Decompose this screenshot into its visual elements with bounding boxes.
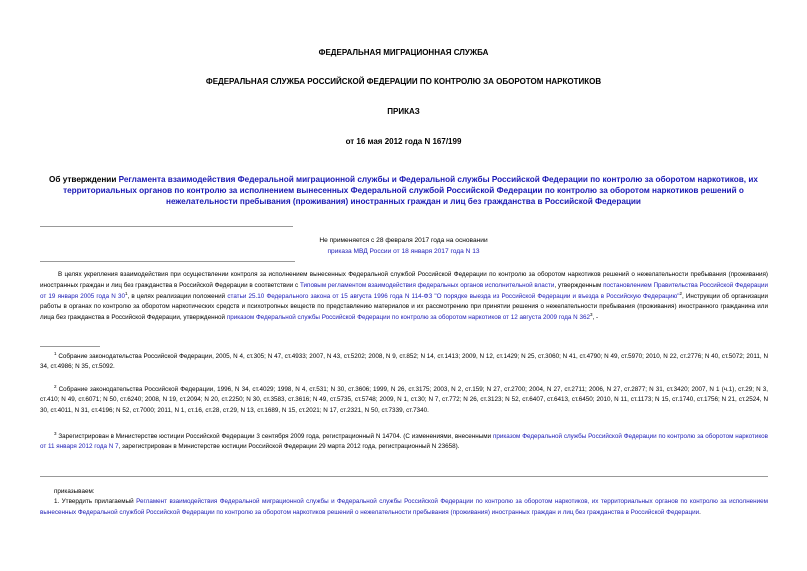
government-decree-link[interactable]: постановлением Правительства Российской Федерации от 19 января 2005 года N 30 xyxy=(40,281,768,300)
notice-text: Не применяется с 28 февраля 2017 года на основании xyxy=(319,237,488,244)
order-item-1 xyxy=(40,497,768,519)
footnote-1: $^1$ Собрание законодательства Российской Федерации, 2005, N 4, ст.305; N 47, ст.4933; 2007, N 43, ст.5202; 2008, N 9, ст.852; N 14, ст.1413; 2009, N 12, ст.1429; N 25, ст.3060; N 41, ст.4790; N 49, ст.5970; 2010, N 22, ст.2776; N 40, ст.5072; 2011, N 34, ст.4986; N 35, ст.5092. xyxy=(40,350,769,371)
fskn-order-7-link[interactable]: приказом Федеральной службы Российской Федерации по контролю за оборотом наркотиков от 11 января 2012 года N 7 xyxy=(40,433,769,451)
footnote-1-text: Собрание законодательства Российской Федерации, 2005, N 4, ст.305; N 47, ст.4933; 2007, N 43, ст.5202; 2008, N 9, ст.852; N 14, ст.1413; 2009, N 12, ст.1429; N 25, ст.3060; N 41, ст.4790; N 49, ст.5970; 2010, N 22, ст.2776; N 40, ст.5072; 2011, N 34, ст.4986; N 35, ст.5092. xyxy=(40,353,769,371)
preamble-text-5: , - xyxy=(592,314,599,322)
document-type: ПРИКАЗ xyxy=(387,107,420,116)
footnote-3-text-1: Зарегистрирован в Министерстве юстиции Российской Федерации 3 сентября 2009 года, регистрационный N 14704. (С изменениями, внесенными xyxy=(58,433,493,440)
document-date-number: от 16 мая 2012 года N 167/199 xyxy=(345,137,462,146)
footnote-3-text-2: , зарегистрирован в Министерстве юстиции Российской Федерации 29 марта 2012 года, регистрационный N 23658). xyxy=(118,443,460,451)
preamble-text-4: , Инструкции об организации работы в органах по контролю за оборотом наркотических средств и психотропных веществ по представлению материалов и их рассмотрению при принятии решения о нежелательности пребывания (проживания) иностранного гражданина или лица без гражданства в Российской Федерации, утвержденной xyxy=(40,292,768,322)
title-prefix: Об утверждении xyxy=(49,175,119,184)
preamble-text-2: , утвержденным xyxy=(554,281,604,289)
preamble-text-3: , в целях реализации положений xyxy=(127,292,228,300)
fskn-order-362-link[interactable]: приказом Федеральной службы Российской Федерации по контролю за оборотом наркотиков от 12 августа 2009 года N 362 xyxy=(226,314,590,322)
title-regulation-link[interactable]: Регламента взаимодействия Федеральной миграционной службы и Федеральной службы Российской Федерации по контролю за оборотом наркотиков, их территориальных органов по контролю за исполнением вынесенных Федеральной службой Российской Федерации по контролю за оборотом наркотиков решений о нежелательности пребывания (проживания) иностранных граждан и лиц без гражданства в Российской Федерации xyxy=(63,175,758,207)
title-divider xyxy=(40,226,293,227)
footnote-2-text: Собрание законодательства Российской Федерации, 1996, N 34, ст.4029; 1998, N 4, ст.531; N 30, ст.3606; 1999, N 26, ст.3175; 2003, N 2, ст.159; N 27, ст.2700; 2004, N 27, ст.2711; 2006, N 27, ст.2877; N 31, ст.3420; 2007, N 1 (ч.1), ст.29; N 3, ст.410; N 49, ст.6071; N 50, ст.6240; 2008, N 19, ст.2094; N 20, ст.2250; N 30, ст.3583, ст.3616; N 49, ст.5735, ст.5748; 2009, N 1, ст.30; N 7, ст.772; N 26, ст.3123; N 52, ст.6407, ст.6413, ст.6450; 2010, N 11, ст.1173; N 15, ст.1740, ст.1756; N 21, ст.2524, N 30, ст.4011, N 31, ст.4196; N 52, ст.7000; 2011, N 1, ст.16, ст.28, ст.29, N 13, ст.1689, N 15, ст.2021; N 17, ст.2321, N 50, ст.7339, ст.7340. xyxy=(40,386,768,414)
agency-name-fms: ФЕДЕРАЛЬНАЯ МИГРАЦИОННАЯ СЛУЖБА xyxy=(318,48,489,57)
approved-regulation-link[interactable]: Регламент взаимодействия Федеральной миграционной службы и Федеральной службы Российской Федерации по контролю за оборотом наркотиков, их территориальных органов по контролю за исполнением вынесенных Федеральной службой Российской Федерации по контролю за оборотом наркотиков решений о нежелательности пребывания (проживания) иностранных граждан и лиц без гражданства в Российской Федерации xyxy=(40,498,768,516)
agency-name-fskn: ФЕДЕРАЛЬНАЯ СЛУЖБА РОССИЙСКОЙ ФЕДЕРАЦИИ ПО КОНТРОЛЮ ЗА ОБОРОТОМ НАРКОТИКОВ xyxy=(205,77,602,86)
order-item-1-end: . xyxy=(699,508,701,516)
notice-divider xyxy=(40,261,295,262)
order-item-1-text: 1. Утвердить прилагаемый xyxy=(54,498,137,505)
preamble-paragraph: В целях укрепления взаимодействия при осуществлении контроля за исполнением вынесенных Федеральной службой Российской Федерации по контролю за оборотом наркотиков решений о нежелательности пребывания (проживания) иностранных граждан и лиц без гражданства в Российской Федерации в соответствии с Типовым регламентом взаимодействия федеральных органов исполнительной власти, утвержденным постановлением Правительства Российской Федерации от 19 января 2005 года N $30^1$, в целях реализации положений статьи 25.10 Федерального закона от 15 августа 1996 года N 114-ФЗ "О порядке выезда из Российской Федерации и въезда в Российскую Федерацию"$^2$, Инструкции об организации работы в органах по контролю за оборотом наркотических средств и психотропных веществ по представлению материалов и их рассмотрению при принятии решения о нежелательности пребывания (проживания) иностранного гражданина или лица без гражданства в Российской Федерации, утвержденной приказом Федеральной службы Российской Федерации по контролю за оборотом наркотиков от 12 августа 2009 года N $362^3$, - xyxy=(40,271,768,322)
validity-notice xyxy=(0,236,807,257)
notice-order-link[interactable]: приказа МВД России от 18 января 2017 года N 13 xyxy=(327,247,480,255)
federal-law-article-link[interactable]: статьи 25.10 Федерального закона от 15 августа 1996 года N 114-ФЗ "О порядке выезда из Российской Федерации и въезда в Российскую Федерацию" xyxy=(227,292,680,300)
order-intro: приказываем: xyxy=(54,488,95,495)
preamble-text-1: В целях укрепления взаимодействия при осуществлении контроля за исполнением вынесенных Федеральной службой Российской Федерации по контролю за оборотом наркотиков решений о нежелательности пребывания (проживания) иностранных граждан и лиц без гражданства в Российской Федерации в соответствии с xyxy=(40,271,768,289)
footnote-2: $^2$ Собрание законодательства Российской Федерации, 1996, N 34, ст.4029; 1998, N 4, ст.531; N 30, ст.3606; 1999, N 26, ст.3175; 2003, N 2, ст.159; N 27, ст.2700; 2004, N 27, ст.2711; 2006, N 27, ст.2877; N 31, ст.3420; 2007, N 1 (ч.1), ст.29; N 3, ст.410; N 49, ст.6071; N 50, ст.6240; 2008, N 19, ст.2094; N 20, ст.2250; N 30, ст.3583, ст.3616; N 49, ст.5735, ст.5748; 2009, N 1, ст.30; N 7, ст.772; N 26, ст.3123; N 52, ст.6407, ст.6413, ст.6450; 2010, N 11, ст.1173; N 15, ст.1740, ст.1756; N 21, ст.2524, N 30, ст.4011, N 31, ст.4196; N 52, ст.7000; 2011, N 1, ст.16, ст.28, ст.29, N 13, ст.1689, N 15, ст.2021; N 17, ст.2321, N 50, ст.7339, ст.7340. xyxy=(40,383,768,414)
footnotes-end-divider xyxy=(40,476,768,477)
footnote-divider xyxy=(40,346,100,347)
document-title xyxy=(40,174,767,208)
footnote-3: $^3$ Зарегистрирован в Министерстве юстиции Российской Федерации 3 сентября 2009 года, регистрационный N 14704. (С изменениями, внесенными приказом Федеральной службы Российской Федерации по контролю за оборотом наркотиков от 11 января 2012 года N 7, зарегистрирован в Министерстве юстиции Российской Федерации 29 марта 2012 года, регистрационный N 23658). xyxy=(40,430,769,451)
typical-regulation-link[interactable]: Типовым регламентом взаимодействия федеральных органов исполнительной власти xyxy=(299,281,555,289)
